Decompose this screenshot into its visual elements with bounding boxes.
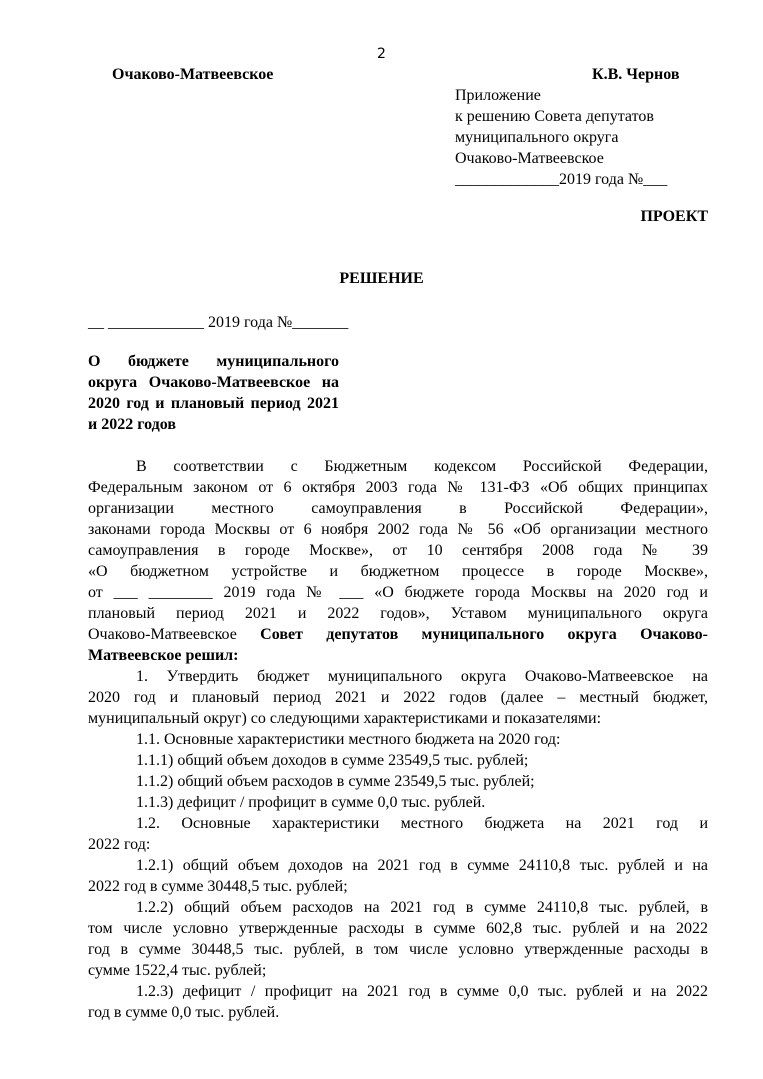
body-line: В соответствии с Бюджетным кодексом Российской Федерации, xyxy=(136,458,708,475)
body-line: Федеральным законом от 6 октября 2003 года № 131-ФЗ «Об общих принципах xyxy=(88,479,708,496)
decision-subject: О бюджете муниципального округа Очаково-Матвеевское на 2020 год и плановый период 2021 и 2022 годов xyxy=(88,353,339,433)
body-line xyxy=(88,624,708,645)
appendix-line: Приложение xyxy=(455,87,541,104)
body-line: муниципальный округ) со следующими характеристиками и показателями: xyxy=(88,710,602,727)
body-line: 1.2. Основные характеристики местного бюджета на 2021 год и xyxy=(136,815,708,832)
decision-date: __ ____________ 2019 года №_______ xyxy=(88,314,349,331)
document-body xyxy=(88,456,708,1023)
appendix-line: _____________2019 года №___ xyxy=(455,171,668,188)
body-line: год в сумме 30448,5 тыс. рублей, в том числе условно утвержденные расходы в xyxy=(88,941,708,958)
body-line: 1. Утвердить бюджет муниципального округа Очаково-Матвеевское на xyxy=(136,668,708,685)
body-text: Очаково-Матвеевское xyxy=(88,626,261,643)
body-line: 1.1.3) дефицит / профицит в сумме 0,0 тыс. рублей. xyxy=(136,794,486,811)
body-line: 1.2.1) общий объем доходов на 2021 год в сумме 24110,8 тыс. рублей и на xyxy=(136,857,708,874)
appendix-line: муниципального округа xyxy=(455,129,619,146)
body-line: 1.1.1) общий объем доходов в сумме 23549,5 тыс. рублей; xyxy=(136,752,529,769)
body-line: от ___ ________ 2019 года № ___ «О бюджете города Москвы на 2020 год и xyxy=(88,584,708,601)
body-line: 1.2.2) общий объем расходов на 2021 год в сумме 24110,8 тыс. рублей, в xyxy=(136,899,708,916)
body-line xyxy=(88,645,708,666)
signature-name: К.В. Чернов xyxy=(592,66,680,83)
body-line: год в сумме 0,0 тыс. рублей. xyxy=(88,1004,280,1021)
decision-title: РЕШЕНИЕ xyxy=(339,270,424,287)
body-line: 1.1. Основные характеристики местного бюджета на 2020 год: xyxy=(136,731,561,748)
body-line: 1.2.3) дефицит / профицит на 2021 год в сумме 0,0 тыс. рублей и на 2022 xyxy=(136,983,708,1000)
appendix-block xyxy=(455,85,667,190)
body-line: самоуправления в городе Москве», от 10 сентября 2008 года № 39 xyxy=(88,542,708,559)
body-line: законами города Москвы от 6 ноября 2002 года № 56 «Об организации местного xyxy=(88,521,708,538)
body-line: 2020 год и плановый период 2021 и 2022 годов (далее – местный бюджет, xyxy=(88,689,708,706)
body-line: сумме 1522,4 тыс. рублей; xyxy=(88,962,267,979)
body-line: организации местного самоуправления в Российской Федерации», xyxy=(88,500,708,517)
appendix-line: к решению Совета депутатов xyxy=(455,108,654,125)
page-number: 2 xyxy=(377,46,386,62)
body-line: плановый период 2021 и 2022 годов», Уставом муниципального округа xyxy=(88,605,708,622)
body-line: 2022 год в сумме 30448,5 тыс. рублей; xyxy=(88,878,348,895)
body-bold-text: Совет депутатов муниципального округа Очаково- xyxy=(260,626,709,643)
body-line: 2022 год: xyxy=(88,836,151,853)
project-label: ПРОЕКТ xyxy=(640,208,708,225)
signature-municipality: Очаково-Матвеевское xyxy=(112,66,274,83)
body-bold-text: Матвеевское решил: xyxy=(88,647,239,664)
body-line: 1.1.2) общий объем расходов в сумме 23549,5 тыс. рублей; xyxy=(136,773,535,790)
appendix-line: Очаково-Матвеевское xyxy=(455,150,604,167)
body-line: «О бюджетном устройстве и бюджетном процессе в городе Москве», xyxy=(88,563,708,580)
body-line: том числе условно утвержденные расходы в сумме 602,8 тыс. рублей и на 2022 xyxy=(88,920,708,937)
